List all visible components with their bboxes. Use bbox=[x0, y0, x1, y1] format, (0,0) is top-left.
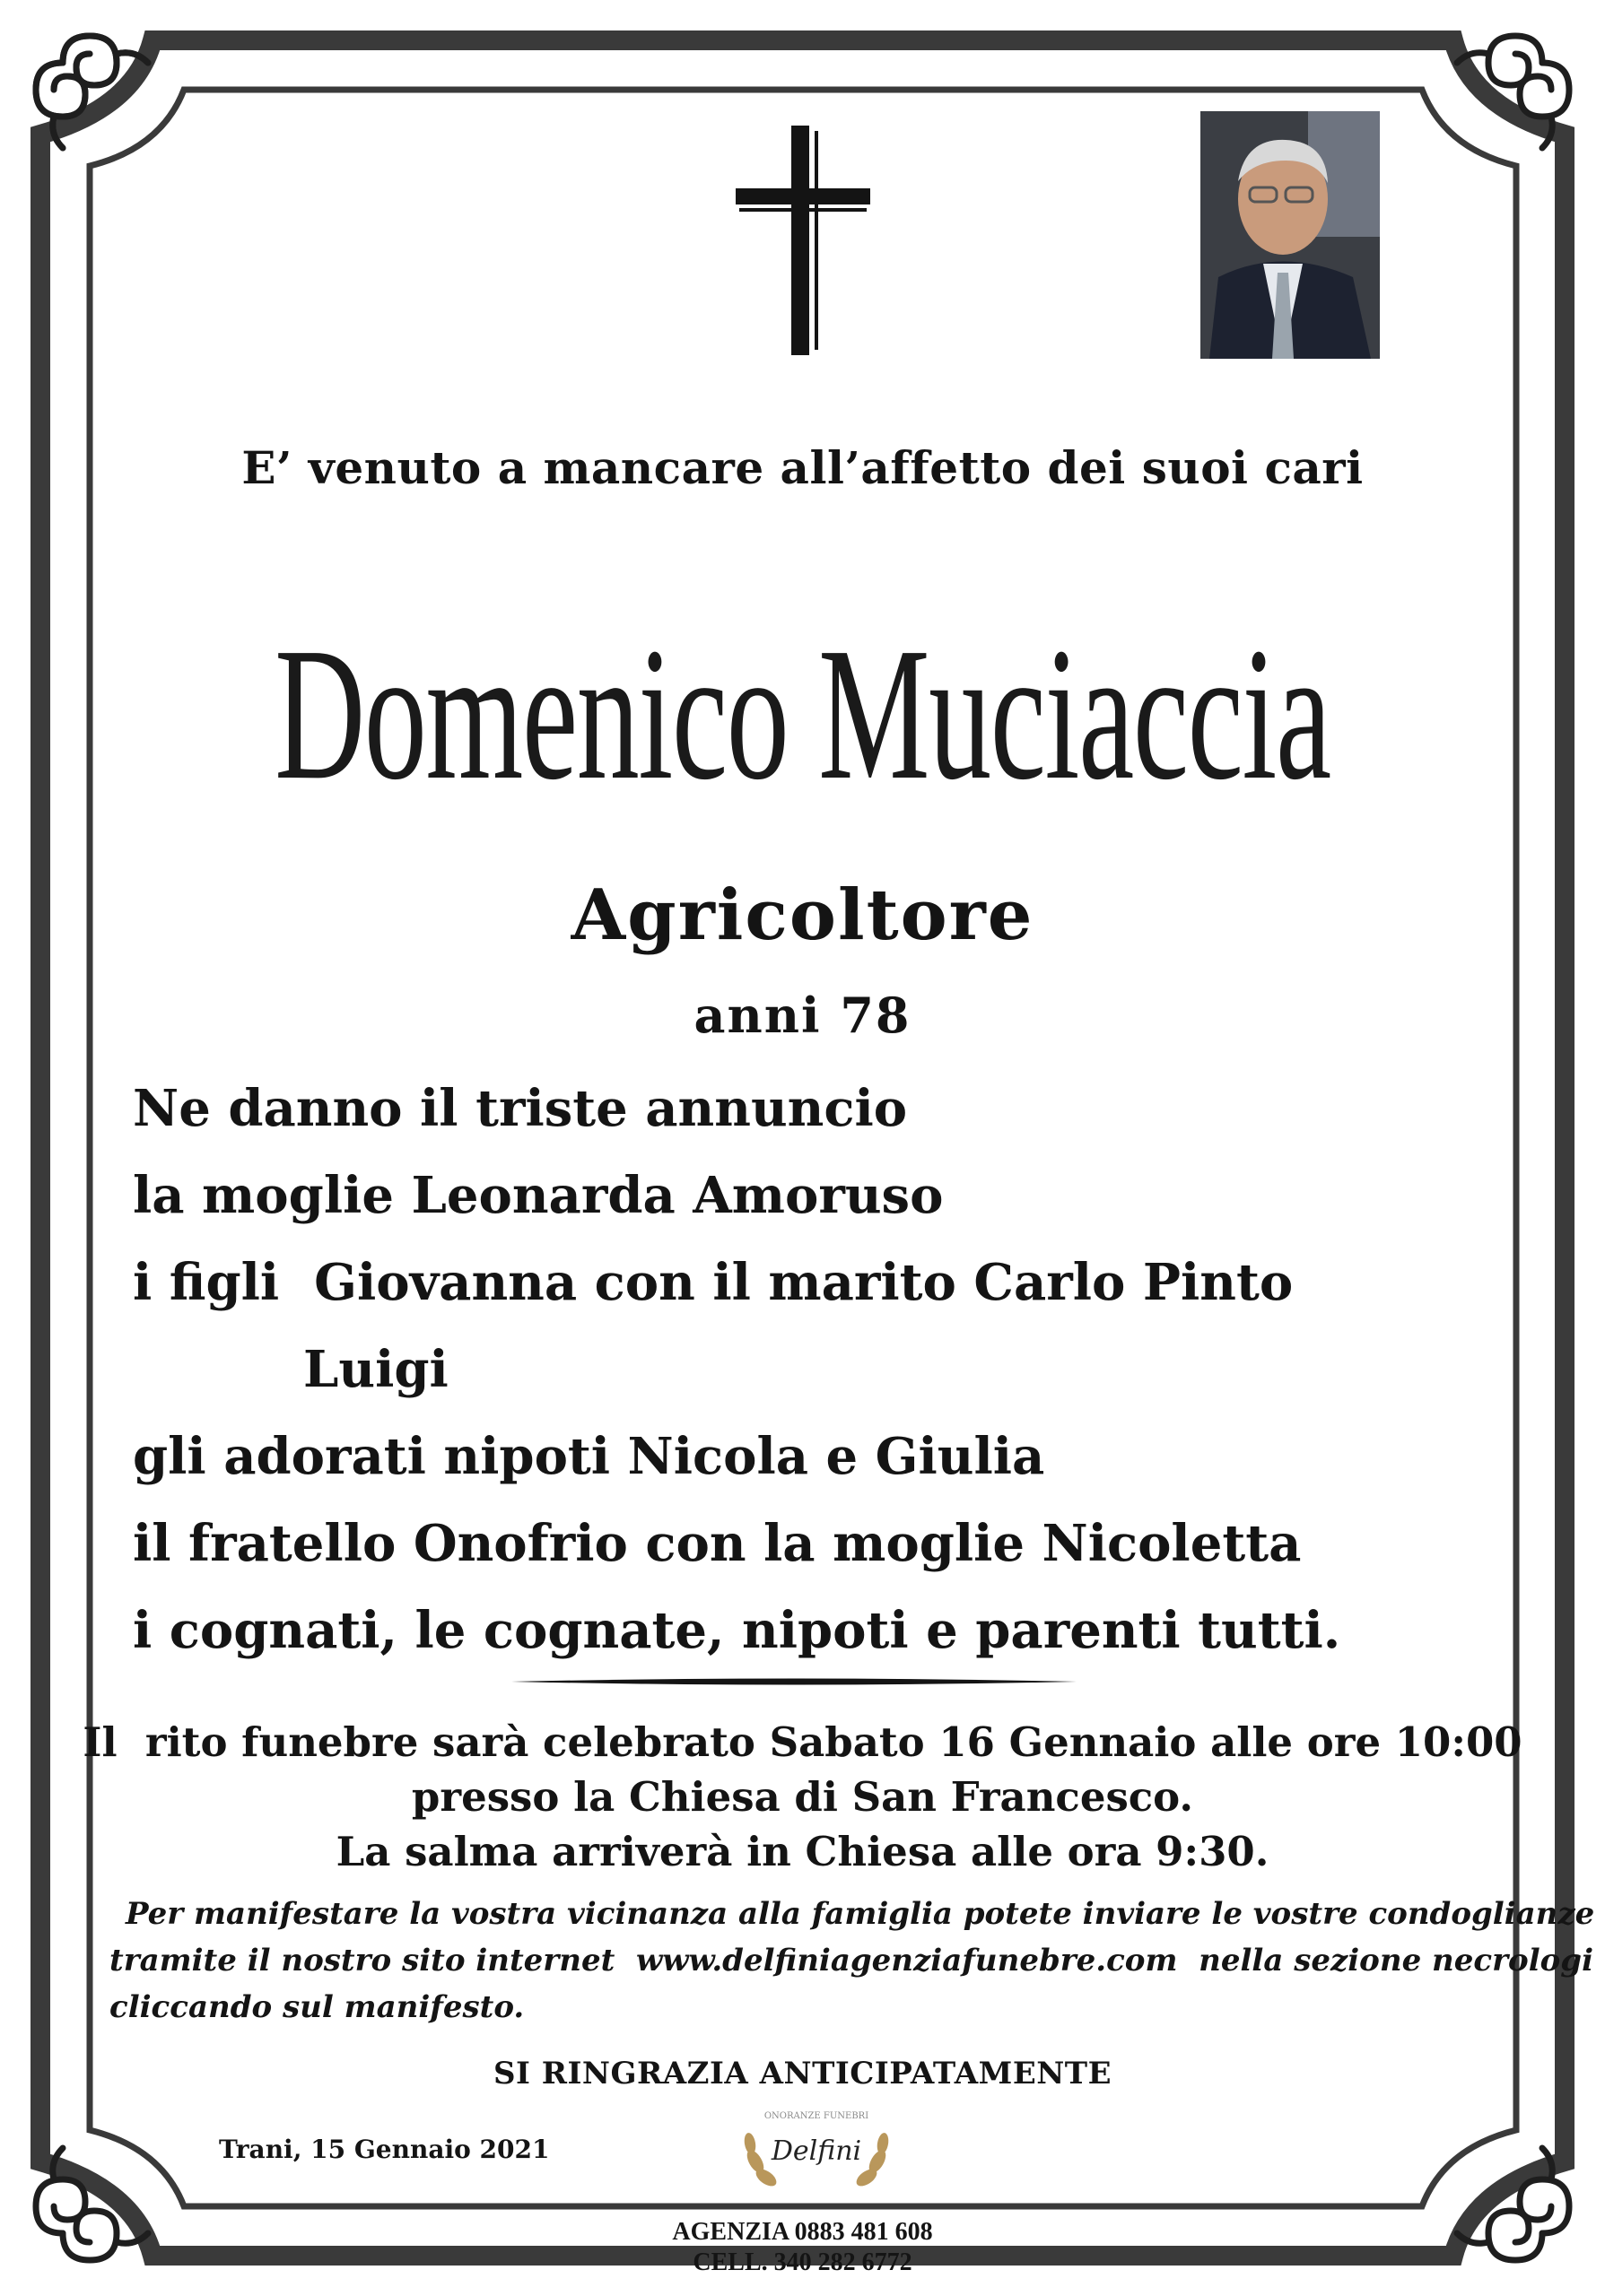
announcement-line: la moglie Leonarda Amoruso bbox=[133, 1166, 944, 1225]
announcement-block bbox=[133, 1065, 1340, 1674]
condolence-note bbox=[109, 1891, 1595, 2031]
announcement-line: i cognati, le cognate, nipoti e parenti tutti. bbox=[133, 1601, 1341, 1660]
announcement-line: gli adorati nipoti Nicola e Giulia bbox=[133, 1427, 1045, 1486]
agency-contacts bbox=[0, 2217, 1605, 2278]
agency-cell: CELL. 340 282 6772 bbox=[693, 2248, 912, 2276]
place-date: Trani, 15 Gennaio 2021 bbox=[219, 2135, 550, 2164]
corner-ornament-icon bbox=[1444, 0, 1605, 161]
deceased-name: Domenico Muciaccia bbox=[275, 608, 1330, 819]
deceased-age: anni 78 bbox=[693, 987, 912, 1044]
note-line: cliccando sul manifesto. bbox=[109, 1989, 525, 2025]
corner-ornament-icon bbox=[0, 0, 161, 161]
logo-top-text: ONORANZE FUNEBRI bbox=[763, 2111, 869, 2121]
agency-phone: AGENZIA 0883 481 608 bbox=[672, 2218, 933, 2246]
portrait-photo bbox=[1200, 111, 1380, 359]
rite-line: presso la Chiesa di San Francesco. bbox=[411, 1773, 1194, 1821]
announcement-line: Luigi bbox=[303, 1340, 449, 1399]
announcement-line: Ne danno il triste annuncio bbox=[133, 1079, 908, 1138]
rite-line: Il rito funebre sarà celebrato Sabato 16 Gennaio alle ore 10:00 bbox=[83, 1718, 1522, 1766]
laurel-logo-icon bbox=[736, 2099, 897, 2197]
thanks-line: SI RINGRAZIA ANTICIPATAMENTE bbox=[493, 2056, 1112, 2092]
announcement-line: il fratello Onofrio con la moglie Nicoletta bbox=[133, 1514, 1302, 1573]
rite-block bbox=[0, 1715, 1605, 1879]
deceased-profession: Agricoltore bbox=[571, 874, 1034, 956]
cross-icon bbox=[736, 126, 870, 355]
announcement-line: i figli Giovanna con il marito Carlo Pinto bbox=[133, 1253, 1294, 1312]
rite-line: La salma arriverà in Chiesa alle ora 9:30. bbox=[336, 1828, 1269, 1875]
logo-name-text: Delfini bbox=[771, 2135, 862, 2167]
note-line: tramite il nostro sito internet www.delfiniagenziafunebre.com nella sezione necrologi bbox=[109, 1943, 1593, 1979]
divider-rule bbox=[511, 1677, 1077, 1686]
note-line: Per manifestare la vostra vicinanza alla famiglia potete inviare le vostre condoglianze bbox=[126, 1896, 1595, 1932]
intro-line: E’ venuto a mancare all’affetto dei suoi cari bbox=[241, 441, 1364, 494]
